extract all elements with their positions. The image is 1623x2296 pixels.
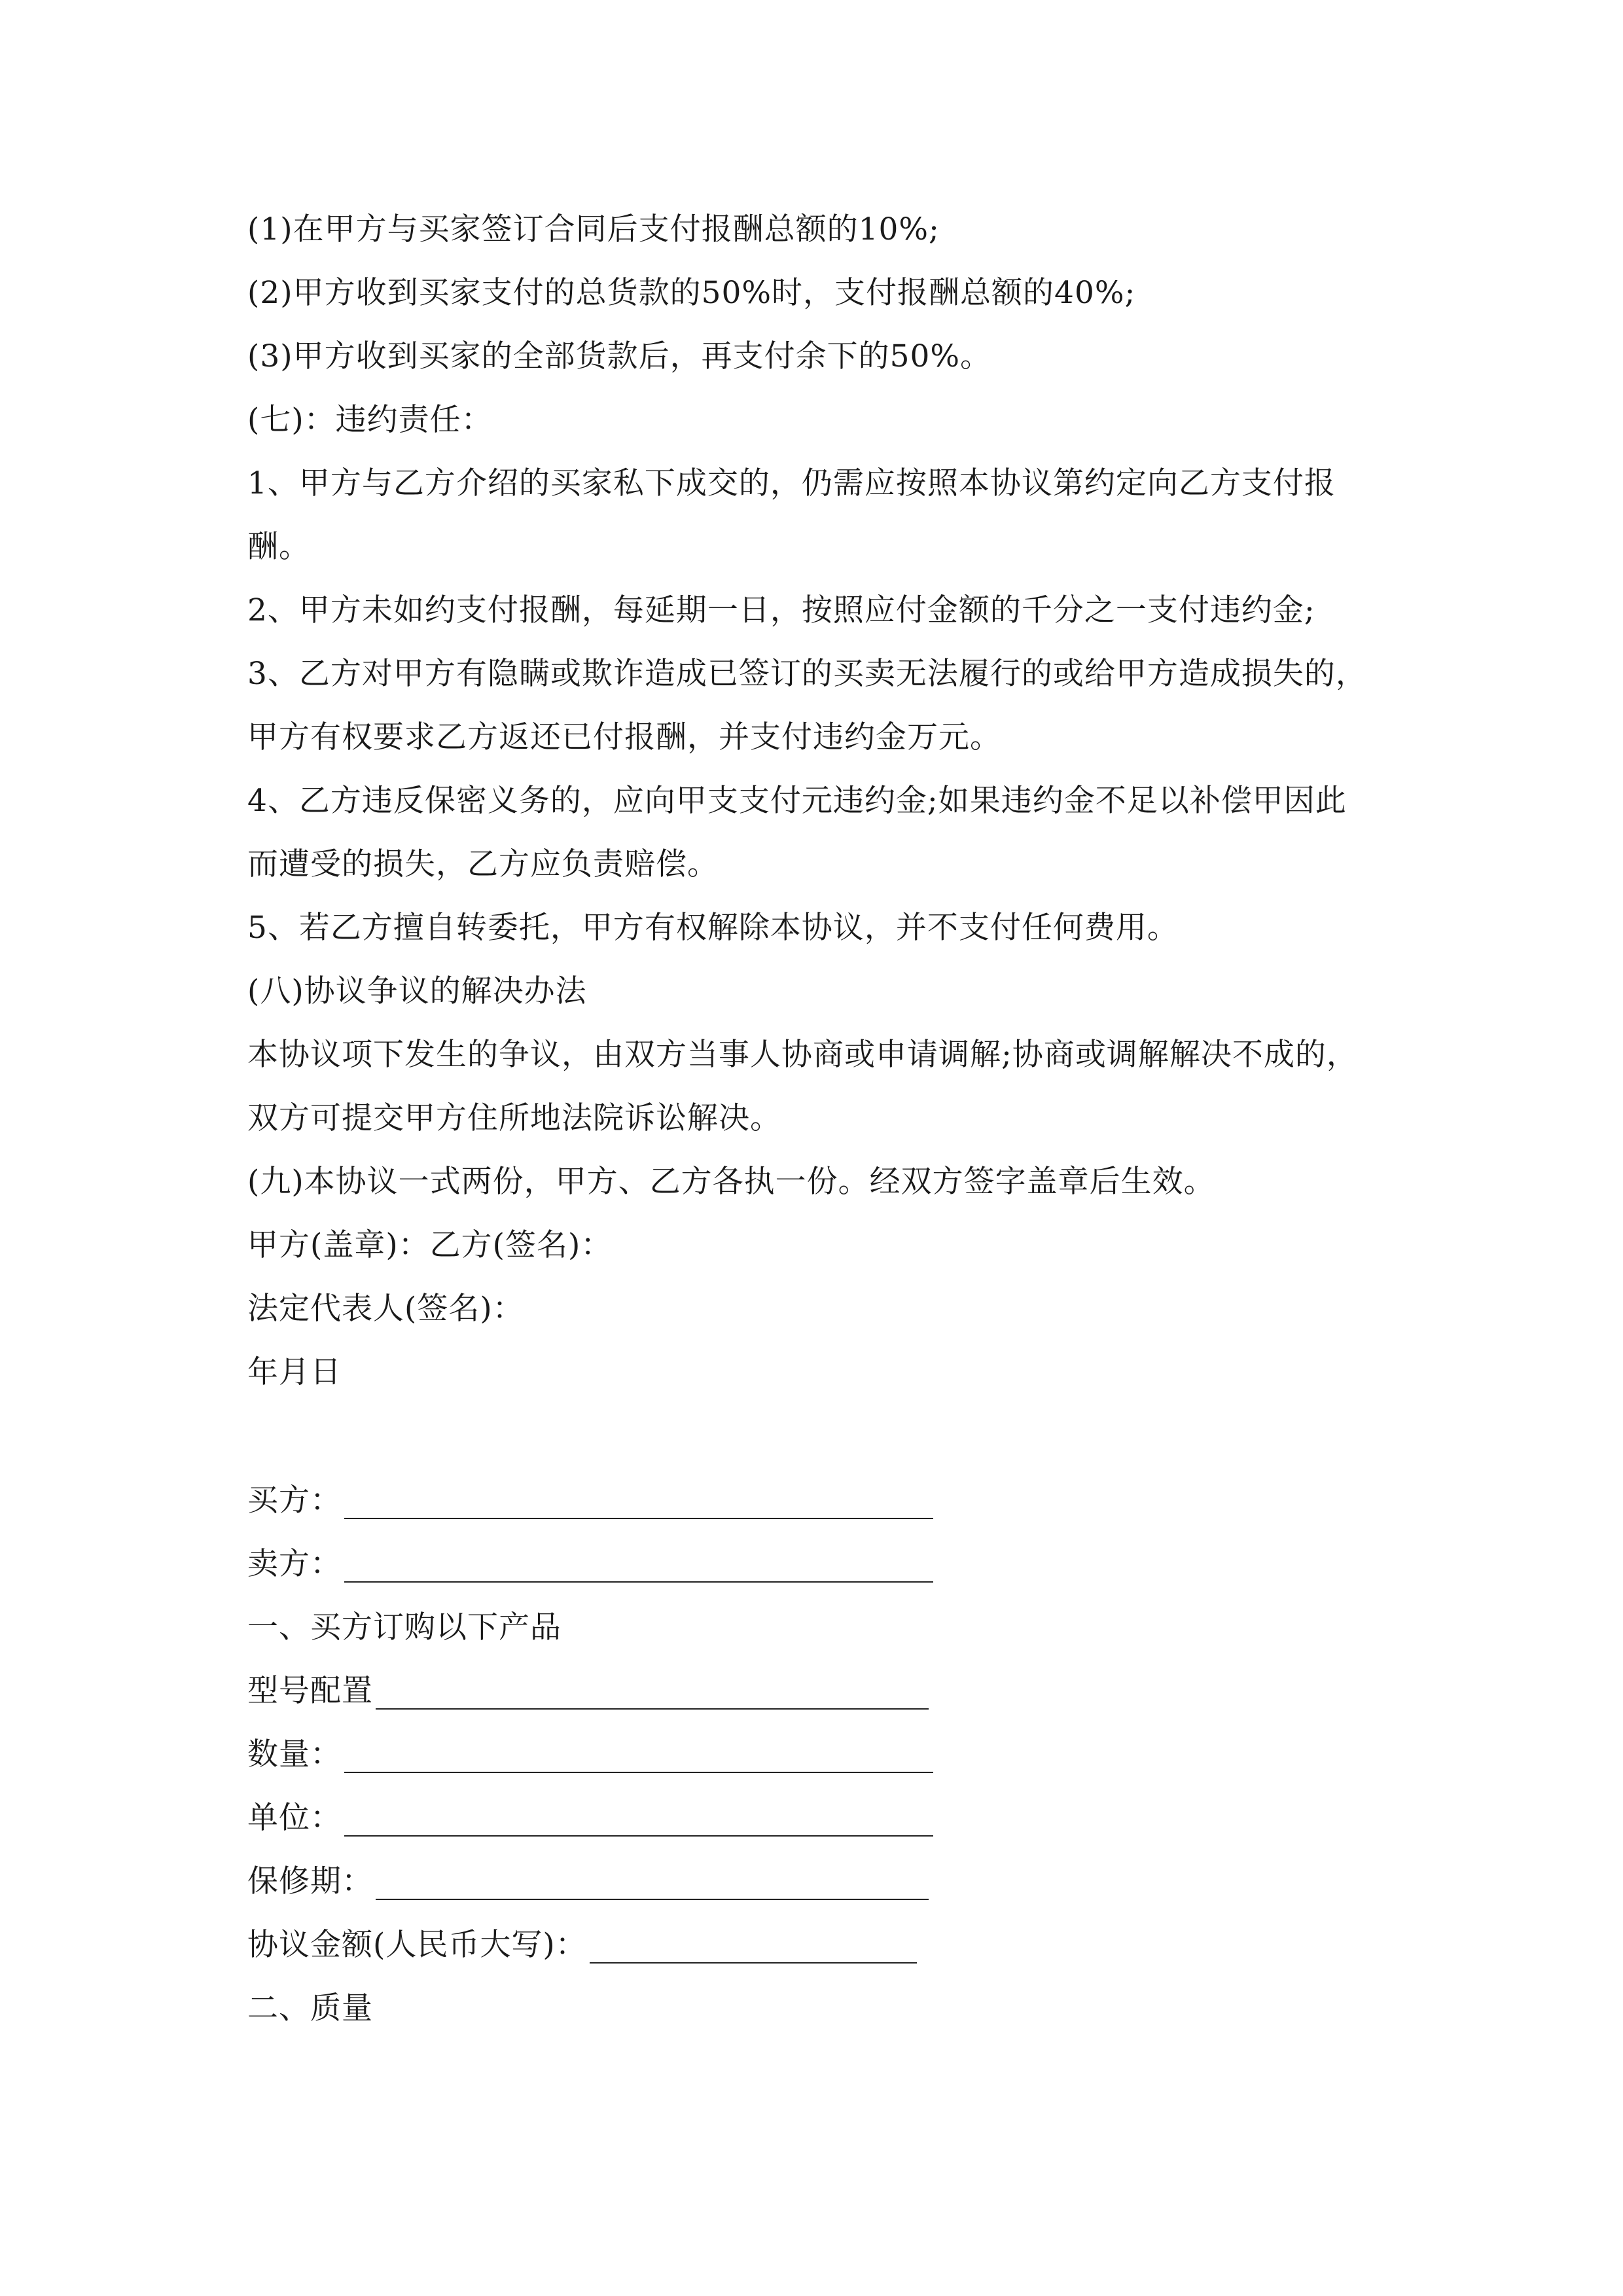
- breach-clause-4-line-2: 而遭受的损失，乙方应负责赔偿。: [247, 846, 719, 882]
- unit-row: [247, 1800, 933, 1837]
- buyer-row: [247, 1482, 933, 1519]
- warranty-label: 保修期：: [247, 1863, 373, 1899]
- payment-item-1: (1)在甲方与买家签订合同后支付报酬总额的10%;: [247, 211, 940, 247]
- buyer-label: 买方：: [247, 1482, 342, 1518]
- model-label: 型号配置: [247, 1673, 373, 1709]
- breach-clause-4-line-1: 4、乙方违反保密义务的，应向甲支支付元违约金;如果违约金不足以补偿甲因此: [247, 783, 1347, 819]
- warranty-blank[interactable]: [376, 1866, 929, 1900]
- warranty-row: [247, 1863, 929, 1900]
- signature-legal-rep: 法定代表人(签名)：: [247, 1291, 524, 1327]
- breach-clause-1-line-2: 酬。: [247, 529, 310, 565]
- breach-clause-2: 2、甲方未如约支付报酬，每延期一日，按照应付金额的千分之一支付违约金;: [247, 592, 1315, 628]
- breach-clause-3-line-2: 甲方有权要求乙方返还已付报酬，并支付违约金万元。: [247, 719, 1001, 755]
- dispute-text-line-1: 本协议项下发生的争议，由双方当事人协商或申请调解;协商或调解解决不成的，: [247, 1037, 1358, 1073]
- model-blank[interactable]: [376, 1676, 929, 1710]
- quantity-row: [247, 1736, 933, 1773]
- payment-item-2: (2)甲方收到买家支付的总货款的50%时，支付报酬总额的40%;: [247, 275, 1136, 311]
- signature-date: 年月日: [247, 1354, 342, 1390]
- seller-blank[interactable]: [344, 1549, 933, 1583]
- section-2-heading: 二、质量: [247, 1990, 373, 2026]
- signature-parties: 甲方(盖章)：乙方(签名)：: [247, 1227, 613, 1263]
- quantity-blank[interactable]: [344, 1739, 933, 1773]
- section-1-heading: 一、买方订购以下产品: [247, 1609, 562, 1645]
- buyer-blank[interactable]: [344, 1485, 933, 1519]
- dispute-heading: (八)协议争议的解决办法: [247, 973, 587, 1009]
- breach-clause-1-line-1: 1、甲方与乙方介绍的买家私下成交的，仍需应按照本协议第约定向乙方支付报: [247, 465, 1336, 501]
- quantity-label: 数量：: [247, 1736, 342, 1772]
- model-row: [247, 1673, 929, 1710]
- breach-clause-5: 5、若乙方擅自转委托，甲方有权解除本协议，并不支付任何费用。: [247, 910, 1179, 946]
- amount-row: [247, 1927, 917, 1964]
- payment-item-3: (3)甲方收到买家的全部货款后，再支付余下的50%。: [247, 338, 992, 374]
- seller-label: 卖方：: [247, 1546, 342, 1582]
- breach-clause-3-line-1: 3、乙方对甲方有隐瞒或欺诈造成已签订的买卖无法履行的或给甲方造成损失的，: [247, 656, 1367, 692]
- dispute-text-line-2: 双方可提交甲方住所地法院诉讼解决。: [247, 1100, 781, 1136]
- breach-heading: (七)：违约责任：: [247, 402, 493, 438]
- seller-row: [247, 1546, 933, 1583]
- amount-blank[interactable]: [590, 1929, 917, 1964]
- unit-label: 单位：: [247, 1800, 342, 1836]
- amount-label: 协议金额(人民币大写)：: [247, 1927, 587, 1963]
- unit-blank[interactable]: [344, 1803, 933, 1837]
- copies-clause: (九)本协议一式两份，甲方、乙方各执一份。经双方签字盖章后生效。: [247, 1164, 1215, 1200]
